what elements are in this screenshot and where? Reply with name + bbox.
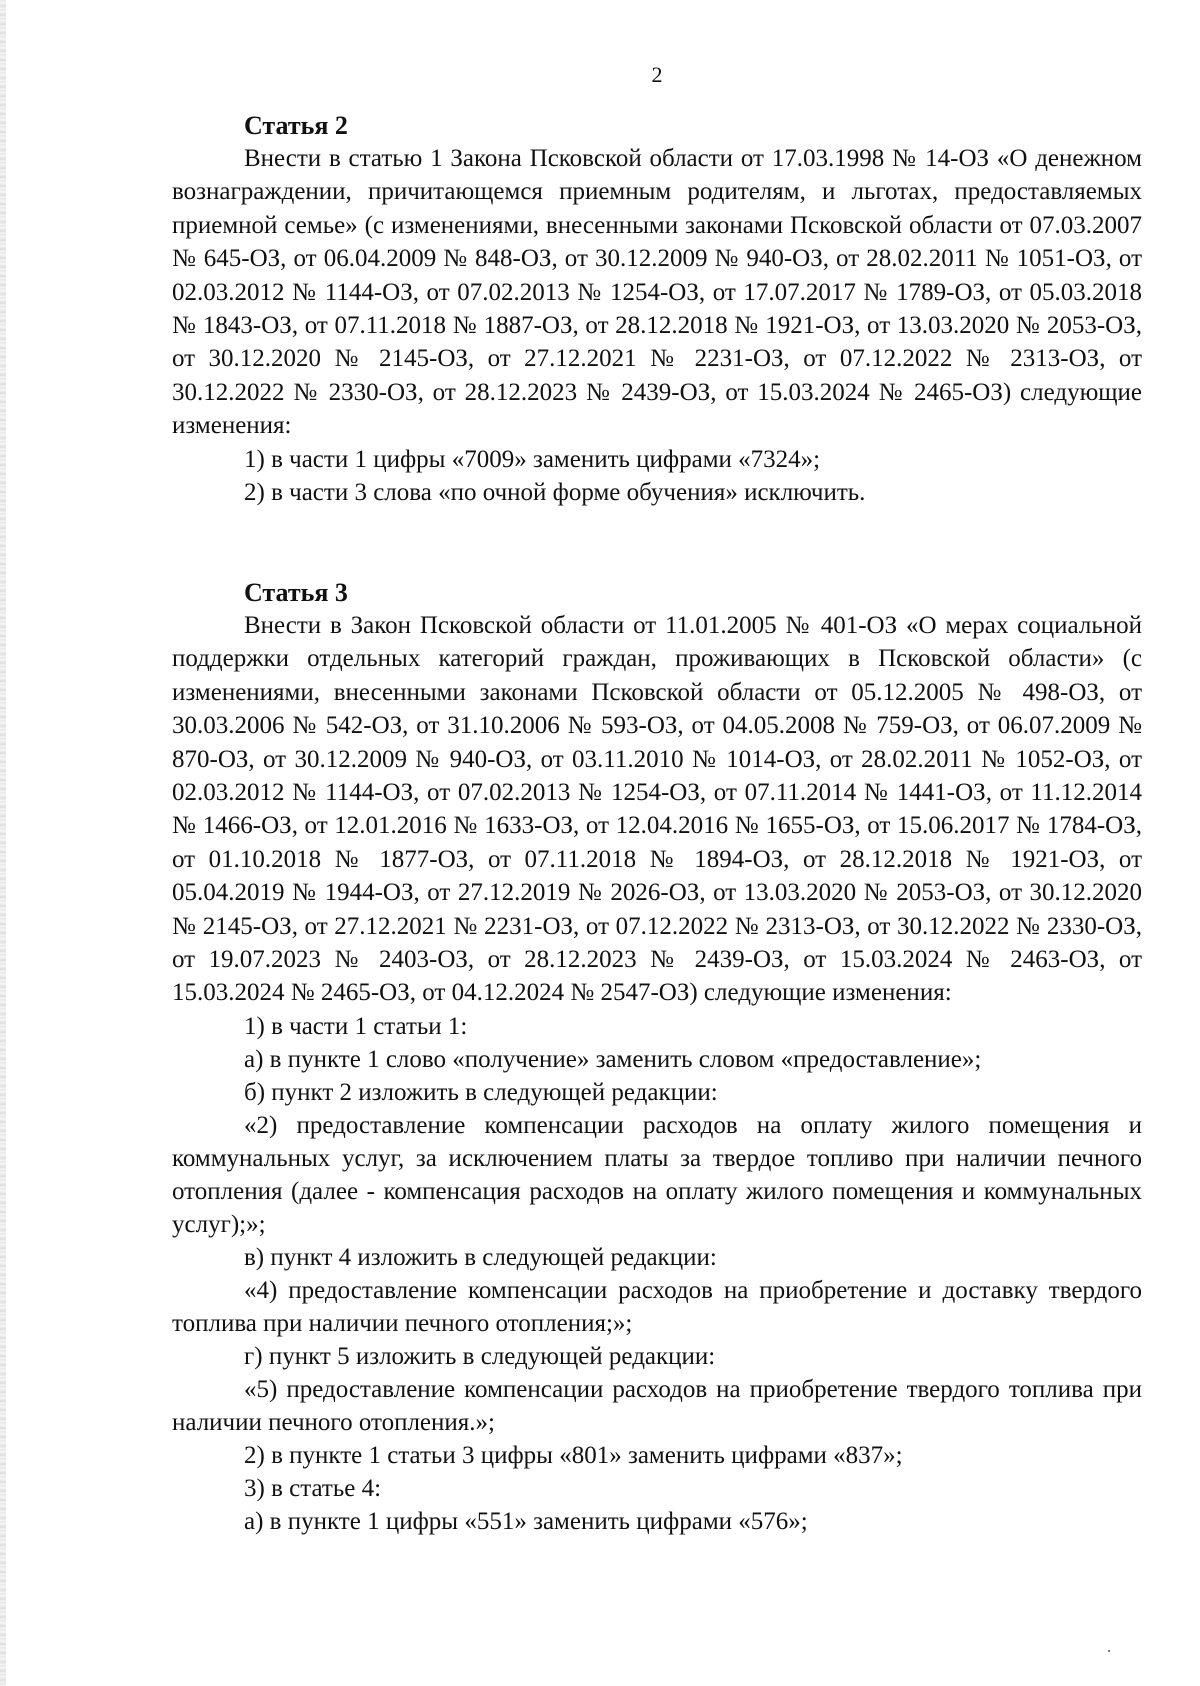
list-item: а) в пункте 1 слово «получение» заменить словом «предоставление»; bbox=[244, 1045, 982, 1073]
list-item: 3) в статье 4: bbox=[244, 1474, 382, 1502]
list-item: 1) в части 1 статьи 1: bbox=[244, 1012, 468, 1040]
scan-edge bbox=[0, 0, 6, 1686]
list-item: г) пункт 5 изложить в следующей редакции: bbox=[244, 1342, 716, 1370]
list-item: в) пункт 4 изложить в следующей редакции: bbox=[244, 1243, 717, 1271]
article-paragraph: Внести в статью 1 Закона Псковской области от 17.03.1998 № 14-ОЗ «О денежном вознаграждении, причитающемся приемным родителям, и льготах, предоставляемых приемной семье» (с изменениями, внесенными законами Псковской области от 07.03.2007 № 645-ОЗ, от 06.04.2009 № 848-ОЗ, от 30.12.2009 № 940-ОЗ, от 28.02.2011 № 1051-ОЗ, от 02.03.2012 № 1144-ОЗ, от 07.02.2013 № 1254-ОЗ, от 17.07.2017 № 1789-ОЗ, от 05.03.2018 № 1843-ОЗ, от 07.11.2018 № 1887-ОЗ, от 28.12.2018 № 1921-ОЗ, от 13.03.2020 № 2053-ОЗ, от 30.12.2020 № 2145-ОЗ, от 27.12.2021 № 2231-ОЗ, от 07.12.2022 № 2313-ОЗ, от 30.12.2022 № 2330-ОЗ, от 28.12.2023 № 2439-ОЗ, от 15.03.2024 № 2465-ОЗ) следующие изменения: bbox=[172, 145, 1142, 440]
list-item: 2) в пункте 1 статьи 3 цифры «801» заменить цифрами «837»; bbox=[244, 1441, 903, 1469]
list-item: «2) предоставление компенсации расходов на оплату жилого помещения и коммунальных услуг, за исключением платы за твердое топливо при наличии печного отопления (далее - компенсация расходов на оплату жилого помещения и коммунальных услуг);»; bbox=[172, 1111, 1142, 1238]
article-2 bbox=[172, 109, 1142, 509]
article-paragraph: Внести в Закон Псковской области от 11.01.2005 № 401-ОЗ «О мерах социальной поддержки отдельных категорий граждан, проживающих в Псковской области» (с изменениями, внесенными законами Псковской области от 05.12.2005 № 498-ОЗ, от 30.03.2006 № 542-ОЗ, от 31.10.2006 № 593-ОЗ, от 04.05.2008 № 759-ОЗ, от 06.07.2009 № 870-ОЗ, от 30.12.2009 № 940-ОЗ, от 03.11.2010 № 1014-ОЗ, от 28.02.2011 № 1052-ОЗ, от 02.03.2012 № 1144-ОЗ, от 07.02.2013 № 1254-ОЗ, от 07.11.2014 № 1441-ОЗ, от 11.12.2014 № 1466-ОЗ, от 12.01.2016 № 1633-ОЗ, от 12.04.2016 № 1655-ОЗ, от 15.06.2017 № 1784-ОЗ, от 01.10.2018 № 1877-ОЗ, от 07.11.2018 № 1894-ОЗ, от 28.12.2018 № 1921-ОЗ, от 05.04.2019 № 1944-ОЗ, от 27.12.2019 № 2026-ОЗ, от 13.03.2020 № 2053-ОЗ, от 30.12.2020 № 2145-ОЗ, от 27.12.2021 № 2231-ОЗ, от 07.12.2022 № 2313-ОЗ, от 30.12.2022 № 2330-ОЗ, от 19.07.2023 № 2403-ОЗ, от 28.12.2023 № 2439-ОЗ, от 15.03.2024 № 2463-ОЗ, от 15.03.2024 № 2465-ОЗ, от 04.12.2024 № 2547-ОЗ) следующие изменения: bbox=[172, 612, 1142, 1007]
article-3 bbox=[172, 576, 1142, 1538]
list-item: а) в пункте 1 цифры «551» заменить цифрами «576»; bbox=[244, 1507, 808, 1535]
list-item: 1) в части 1 цифры «7009» заменить цифрами «7324»; bbox=[244, 445, 821, 473]
list-item: «4) предоставление компенсации расходов на приобретение и доставку твердого топлива при наличии печного отопления;»; bbox=[172, 1276, 1142, 1337]
scan-speck bbox=[1108, 1650, 1110, 1652]
page-number: 2 bbox=[651, 62, 663, 87]
article-title: Статья 3 bbox=[244, 578, 348, 607]
list-item: 2) в части 3 слова «по очной форме обучения» исключить. bbox=[244, 478, 866, 506]
list-item: «5) предоставление компенсации расходов на приобретение твердого топлива при наличии печного отопления.»; bbox=[172, 1375, 1142, 1436]
list-item: б) пункт 2 изложить в следующей редакции: bbox=[244, 1078, 718, 1106]
article-title: Статья 2 bbox=[244, 111, 348, 140]
